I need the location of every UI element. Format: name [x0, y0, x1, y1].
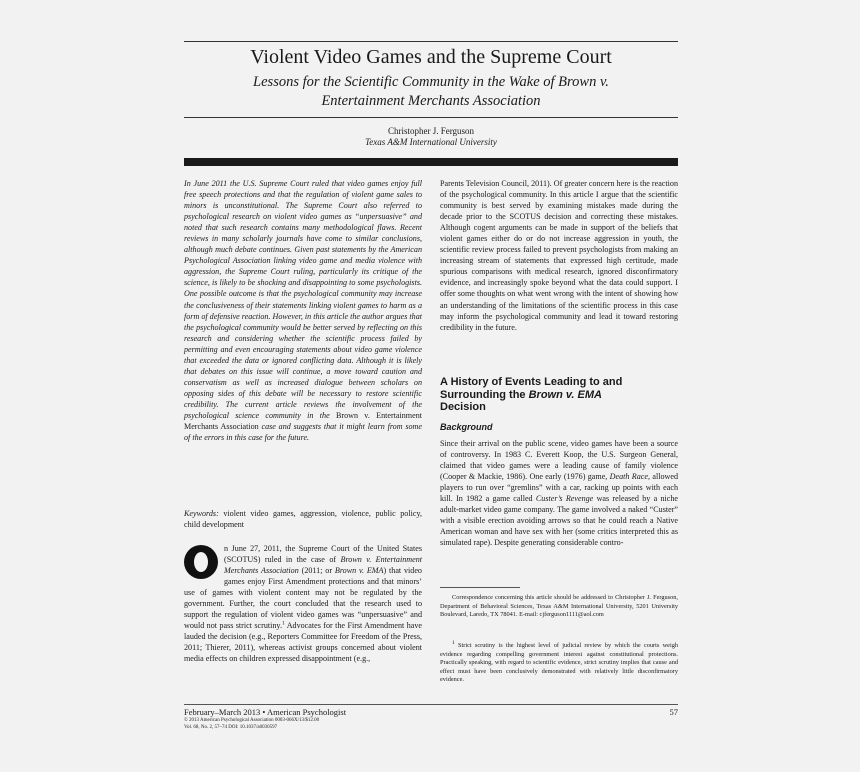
case-short-italic: Brown v. EMA [334, 566, 384, 576]
subtitle-line-1: Lessons for the Scientific Community in the Wake of Brown v. [253, 74, 609, 90]
title-rule [184, 117, 678, 118]
section-heading [440, 376, 678, 414]
section-heading-line-3: Decision [440, 401, 486, 413]
footnote-rule [440, 587, 520, 588]
footnote-mark: 1 [281, 620, 285, 627]
intro-paragraph: Parents Television Council, 2011). Of greater concern here is the reaction of the psychological community. In this article I argue that the scientific community is best served by examining mistakes made during the decade prior to the SCOTUS decision and correcting these mistakes. Although cogent arguments can be made in support of the beliefs that violent games either do or do not increase aggression in youth, the scientific review process failed to prevent psychologists from making an increasing stream of statements that expressed high certitude, made spurious comparisons with medical research, ignored disconfirmatory evidence, and increasingly spoke beyond what the data could support. I offer some thoughts on what went wrong with the intent of showing how an understanding of the limitations of the scientific process in this case may inform the psychological community and lead it toward restoring credibility in the future. [440, 179, 678, 332]
footer-rule [184, 704, 678, 705]
correspondence-note: Correspondence concerning this article should be addressed to Christopher J. Ferguson, Department of Behavioral Sciences, Texas A&M International University, 5201 University Boulevard, Laredo, TX 78041. E-mail: cjferguson1111@aol.com [440, 594, 678, 619]
section-heading-line-1: A History of Events Leading to and [440, 376, 623, 388]
keywords-text: violent video games, aggression, violence, public policy, child development [184, 509, 422, 530]
volume-doi-line: Vol. 68, No. 2, 57–74 DOI: 10.1037/a0030597 [184, 725, 278, 730]
article-subtitle [184, 73, 678, 111]
abstract-text-2: case and suggests that it might learn from some of the errors in this case for the future. [184, 422, 422, 443]
subsection-heading: Background [440, 422, 493, 432]
case-name-italic: Brown v. Entertainment Merchants Association [224, 555, 422, 576]
drop-cap [184, 545, 218, 579]
author-affiliation: Texas A&M International University [365, 137, 497, 147]
top-rule [184, 41, 678, 42]
background-paragraph: Since their arrival on the public scene, video games have been a source of controversy. In 1983 C. Everett Koop, the U.S. Surgeon General, claimed that video games were a leading cause of family violence (Cooper & Mackie, 1986). One early (1976) game, Death Race, allowed players to run over “gremlins” with a car, racking up points with each kill. In 1982 a game called Custer’s Revenge was released by a niche adult-market video game company. The game involved a naked “Custer” with a visible erection avoiding arrows so that he could reach a Native American woman and have sex with her (some critics interpreted this as simulated rape). Despite generating considerable contro- [440, 439, 679, 548]
footnote-1: $^1$ Strict scrutiny is the highest level of judicial review by which the courts weigh evidence regarding compelling government interest against constitutional protections. Practically speaking, with regard to scientific evidence, strict scrutiny implies that cause and effect must have been conclusively demonstrated with relatively little disconfirmatory evidence. [440, 639, 678, 684]
abstract-case-name: Brown v. Entertainment Merchants Association [184, 410, 422, 432]
keywords-label: Keywords: [184, 509, 219, 518]
author-name: Christopher J. Ferguson [387, 126, 475, 136]
abstract-divider-bar [184, 158, 678, 166]
subtitle-line-2: Entertainment Merchants Association [321, 93, 541, 109]
article-title: Violent Video Games and the Supreme Court [250, 46, 612, 68]
copyright-line: © 2013 American Psychological Association 0003-066X/13/$12.00 [184, 718, 320, 723]
keywords [184, 508, 422, 530]
abstract [184, 178, 422, 443]
body-left-text-4: Advocates for the First Amendment have lauded the decision (e.g., Reporters Committee for Freedom of the Press, 2011; Thierer, 2011), whereas activist groups concerned about violent media effects on children expressed disappointment (e.g., [184, 621, 422, 664]
body-left-text-1: n June 27, 2011, the Supreme Court of the United States (SCOTUS) ruled in the case of [224, 544, 422, 565]
body-column-right-intro [440, 178, 678, 333]
body-left-text-3: ) that video games enjoy First Amendment protections and that minors’ use of games with violent content may not be regulated by the government. Further, the court concluded that the research used to support the regulation of violent video games was “unpersuasive” and would not pass strict scrutiny. [184, 566, 422, 631]
body-left-text-2: (2011; or [298, 566, 335, 576]
body-column-left [184, 543, 422, 665]
page-number: 57 [669, 707, 678, 717]
abstract-text-1: In June 2011 the U.S. Supreme Court ruled that video games enjoy full free speech protections and that the regulation of violent game sales to minors is unconstitutional. The Supreme Court also referred to psychological research on violent video games as “unpersuasive” and noted that such research contains many methodological flaws. Recent reviews in many scholarly journals have come to similar conclusions, although much debate continues. Given past statements by the American Psychological Association linking video game and media violence with aggression, the Supreme Court ruling, particularly its critique of the science, is likely to be shocking and disappointing to some psychologists. One possible outcome is that the psychological community may increase the conclusiveness of their statements linking violent games to harm as a form of defensive reaction. However, in this article the author argues that the psychological community would be better served by reflecting on this research and considering whether the scientific process failed by permitting and even encouraging statements about video game violence that exceeded the data or ignored conflicting data. Although it is likely that debates on this issue will continue, a move toward caution and conservatism as well as increased dialogue between scholars on opposing sides of this debate will be necessary to restore scientific credibility. The current article reviews the involvement of the psychological science community in the [184, 179, 422, 420]
section-heading-line-2: Surrounding the Brown v. EMA [440, 388, 602, 401]
journal-footer: February–March 2013 • American Psychologist [184, 707, 347, 717]
